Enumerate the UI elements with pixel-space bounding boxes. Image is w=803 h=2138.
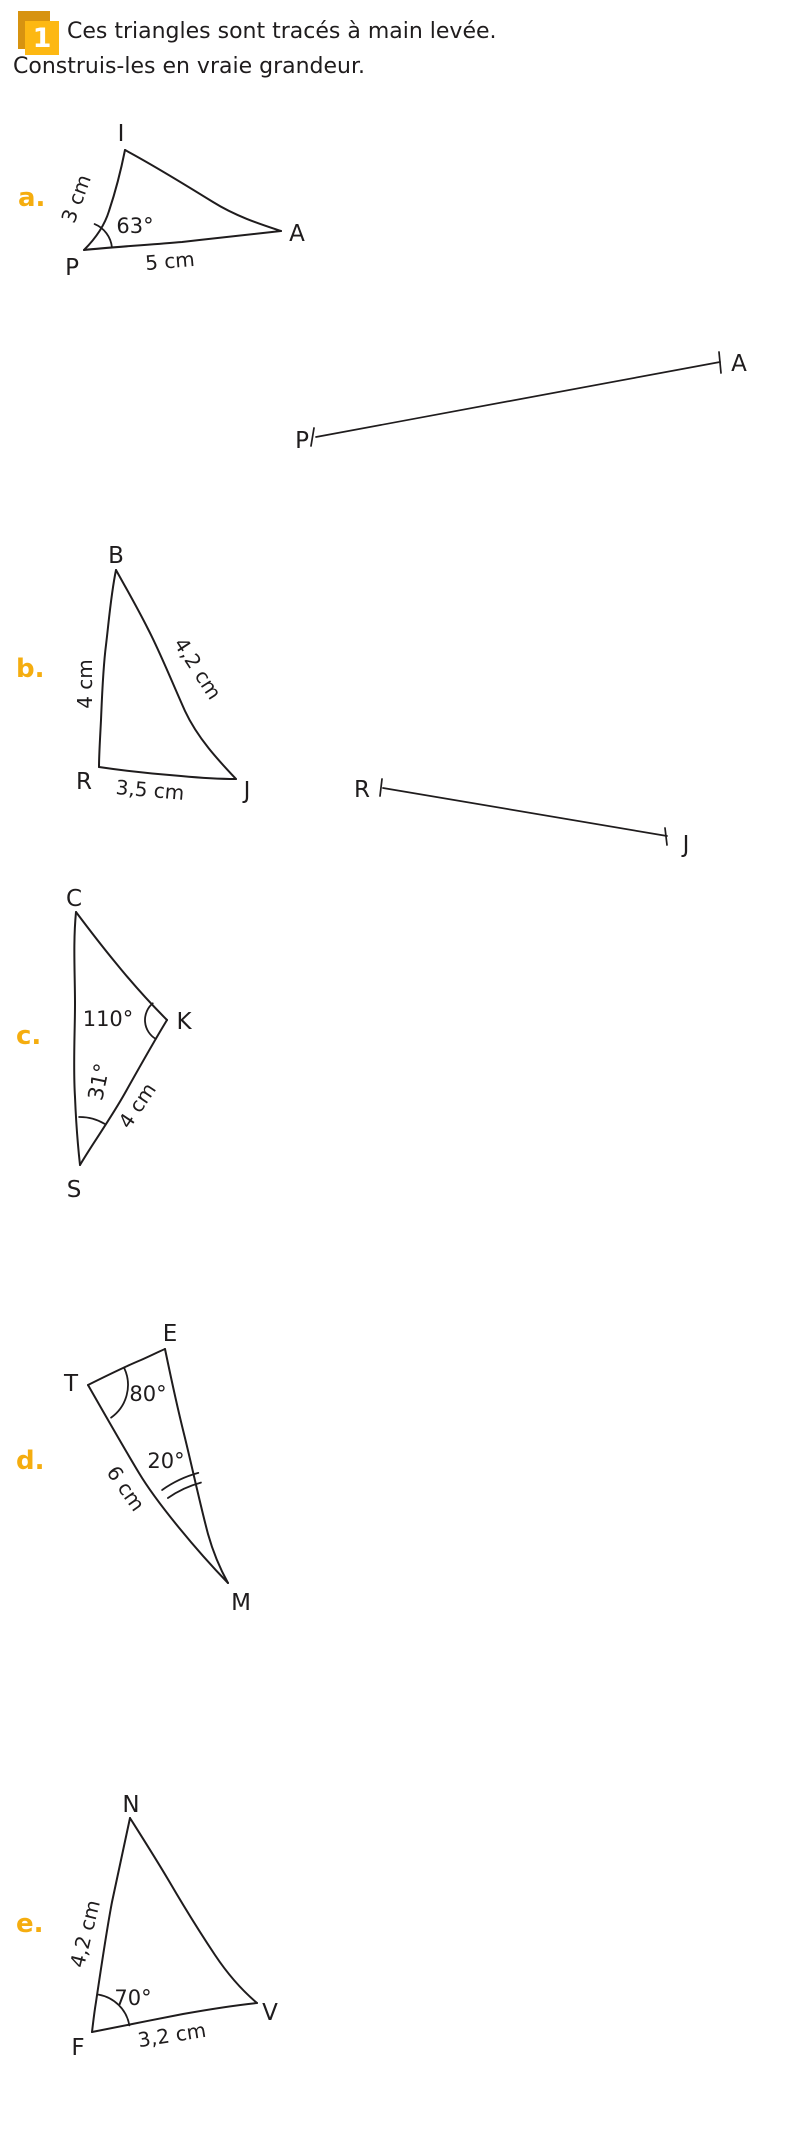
side-length-bj: 4,2 cm xyxy=(169,633,227,704)
item-label-a: a. xyxy=(18,183,46,213)
vertex-label-p: P xyxy=(65,255,79,281)
segment-pa-tick-right xyxy=(719,352,721,373)
vertex-label-v: V xyxy=(262,2000,278,2026)
segment-rj-line xyxy=(383,788,667,836)
angle-arc-at-t xyxy=(111,1368,128,1418)
vertex-label-s: S xyxy=(66,1177,82,1203)
segment-label-a: A xyxy=(731,351,747,377)
angle-value-f: 70° xyxy=(114,1986,152,2010)
item-label-e: e. xyxy=(16,1909,44,1939)
figure-e-triangle-nfv xyxy=(16,1792,278,2061)
item-label-d: d. xyxy=(16,1446,45,1476)
triangle-b-side-br xyxy=(99,570,116,767)
angle-value-s: 31° xyxy=(83,1061,115,1103)
triangle-e-side-nv xyxy=(130,1818,257,2003)
vertex-label-j: J xyxy=(243,778,251,804)
exercise-instruction-line2: Construis-les en vraie grandeur. xyxy=(13,54,366,79)
segment-rj-tick-left xyxy=(380,779,382,796)
figure-d-triangle-tem xyxy=(16,1321,251,1616)
vertex-label-k: K xyxy=(176,1009,192,1035)
figure-c-triangle-cks xyxy=(16,886,192,1203)
side-length-rb: 4 cm xyxy=(73,659,97,709)
angle-value-k: 110° xyxy=(82,1007,134,1031)
vertex-label-f: F xyxy=(71,2035,85,2061)
side-length-pa: 5 cm xyxy=(144,246,196,276)
vertex-label-m: M xyxy=(231,1590,251,1616)
side-length-tm: 6 cm xyxy=(101,1461,150,1516)
triangle-c-side-cs xyxy=(74,912,80,1165)
angle-arc-at-s xyxy=(79,1117,105,1124)
angle-value-t: 80° xyxy=(129,1382,167,1406)
vertex-label-c: C xyxy=(65,886,83,912)
exercise-instruction-line1: Ces triangles sont tracés à main levée. xyxy=(67,19,497,44)
angle-arc-at-m-outer xyxy=(168,1483,201,1498)
item-label-c: c. xyxy=(16,1021,42,1051)
construction-segment-pa xyxy=(295,351,747,454)
side-length-fv: 3,2 cm xyxy=(136,2017,208,2053)
angle-value-m: 20° xyxy=(147,1449,185,1473)
segment-rj-tick-right xyxy=(665,828,667,845)
vertex-label-e: E xyxy=(162,1321,178,1347)
segment-label-p: P xyxy=(295,428,309,454)
side-length-rj: 3,5 cm xyxy=(114,775,186,805)
item-label-b: b. xyxy=(16,654,45,684)
side-length-fn: 4,2 cm xyxy=(65,1897,105,1970)
triangle-d-side-te xyxy=(88,1349,165,1385)
vertex-label-n: N xyxy=(122,1792,140,1818)
vertex-label-r: R xyxy=(76,769,92,795)
vertex-label-i: I xyxy=(117,121,125,147)
segment-label-j: J xyxy=(682,832,690,858)
side-length-ip: 3 cm xyxy=(56,171,96,227)
segment-label-r: R xyxy=(354,777,370,803)
angle-arc-at-k xyxy=(145,1003,156,1039)
vertex-label-b: B xyxy=(108,543,124,569)
vertex-label-a: A xyxy=(289,221,305,247)
triangle-b-side-bj xyxy=(116,570,236,779)
construction-segment-rj xyxy=(354,777,689,858)
figure-b-triangle-brj xyxy=(16,543,250,805)
segment-pa-line xyxy=(316,362,720,437)
figure-a-triangle-ipa xyxy=(18,121,305,281)
angle-value-p: 63° xyxy=(116,214,154,238)
vertex-label-t: T xyxy=(63,1371,79,1397)
side-length-sk: 4 cm xyxy=(113,1078,161,1133)
segment-pa-tick-left xyxy=(311,428,314,446)
exercise-number: 1 xyxy=(25,21,59,55)
